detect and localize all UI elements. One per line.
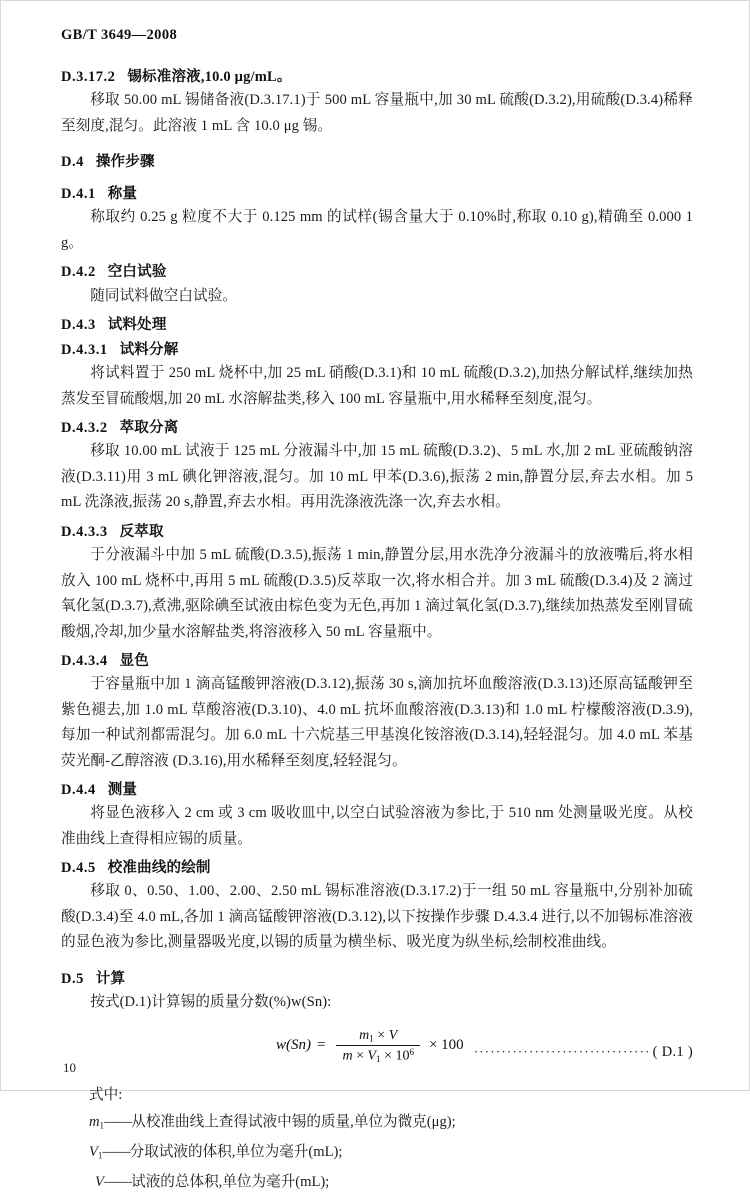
legend-item-v1 [89,1139,693,1169]
section-number: D.4.3.1 [61,342,108,358]
legend-dash: —— [104,1114,131,1130]
paragraph-d-4-3-2: 移取 10.00 mL 试液于 125 mL 分液漏斗中,加 15 mL 硫酸(D.3.2)、5 mL 水,加 2 mL 亚硫酸钠溶液(D.3.11)用 3 mL 碘化钾溶液,混匀。加 10 mL 甲苯(D.3.6),振荡 2 min,静置分层,弃去水相。加 5 mL 洗涤液,振荡 20 s,静置,弃去水相。再用洗涤液洗涤一次,弃去水相。 [61,439,693,516]
formula-numerator [353,1028,403,1045]
legend-symbol: m [89,1114,100,1130]
legend-dash: —— [102,1144,129,1160]
section-title: 计算 [96,971,125,987]
section-title: 显色 [120,653,149,669]
formula-equation-tag [474,1044,693,1061]
paragraph-d-5: 按式(D.1)计算锡的质量分数(%)w(Sn): [61,990,693,1016]
legend-item-m1 [89,1109,693,1139]
formula-num-m: m [359,1028,369,1043]
legend-text: 从校准曲线上查得试液中锡的质量,单位为微克(μg); [131,1114,455,1130]
formula-tail: × 100 [429,1037,464,1054]
legend-symbol: V [89,1144,98,1160]
section-heading-d-4-4 [61,781,693,799]
legend-text: 分取试液的体积,单位为毫升(mL); [130,1144,343,1160]
formula-num-times: × [377,1028,385,1043]
section-title: 测量 [108,782,137,798]
paragraph-d-4-4: 将显色液移入 2 cm 或 3 cm 吸收皿中,以空白试验溶液为参比,于 510 nm 处测量吸光度。从校准曲线上查得相应锡的质量。 [61,801,693,852]
section-heading-d-4-3-1 [61,341,693,359]
section-number: D.4.3.4 [61,653,108,669]
formula-num-subscript: 1 [369,1033,374,1043]
formula-legend-label: 式中: [89,1082,693,1109]
page-number: 10 [63,1060,76,1076]
formula-den-v: V [368,1048,377,1063]
formula-denominator [336,1045,420,1065]
section-heading-d-4-3-4 [61,652,693,670]
section-title: 称量 [108,186,137,202]
section-heading-d-4-2 [61,263,693,281]
formula-equals: = [317,1037,325,1054]
formula-den-times-2: × [384,1048,392,1063]
formula-fraction [336,1028,420,1065]
paragraph-d-4-5: 移取 0、0.50、1.00、2.00、2.50 mL 锡标准溶液(D.3.17.2)于一组 50 mL 容量瓶中,分别补加硫酸(D.3.4)至 4.0 mL,各加 1 滴高锰酸钾溶液(D.3.12),以下按操作步骤 D.4.3.4 进行,以不加锡标准溶液的显色液为参比,测量器吸光度,以锡的质量为横坐标、吸光度为纵坐标,绘制校准曲线。 [61,879,693,956]
section-heading-d-4-5 [61,859,693,877]
section-title: 操作步骤 [96,154,155,170]
formula-legend [61,1082,693,1199]
formula-den-base: 10 [395,1048,409,1063]
section-number: D.4 [61,154,84,170]
section-number: D.4.3.3 [61,524,108,540]
paragraph-d-4-3-3: 于分液漏斗中加 5 mL 硫酸(D.3.5),振荡 1 min,静置分层,用水洗净分液漏斗的放液嘴后,将水相放入 100 mL 烧杯中,再用 5 mL 硫酸(D.3.5)反萃取一次,将水相合并。加 3 mL 硫酸(D.3.4)及 2 滴过氧化氢(D.3.7),煮沸,驱除碘至试液由棕色变为无色,再加 1 滴过氧化氢(D.3.7),继续加热蒸发至刚冒硫酸烟,冷却,加少量水溶解盐类,将溶液移入 50 mL 容量瓶中。 [61,543,693,645]
legend-symbol-subscript: 1 [100,1120,105,1130]
formula-den-times-1: × [356,1048,364,1063]
section-title: 校准曲线的绘制 [108,860,211,876]
formula-lhs: w(Sn) [276,1037,311,1054]
formula-block [61,1028,693,1074]
section-heading-d-4-3-3 [61,523,693,541]
formula-tag-label: ( D.1 ) [653,1044,693,1060]
section-heading-d-5 [61,970,693,988]
section-heading-d-4-3 [61,316,693,334]
section-title: 反萃取 [120,524,164,540]
section-number: D.4.4 [61,782,96,798]
section-number: D.5 [61,971,84,987]
paragraph-d-4-3-1: 将试料置于 250 mL 烧杯中,加 25 mL 硝酸(D.3.1)和 10 mL 硫酸(D.3.2),加热分解试样,继续加热蒸发至冒硫酸烟,加 20 mL 水溶解盐类,移入 100 mL 容量瓶中,用水稀释至刻度,混匀。 [61,361,693,412]
page-content [61,1,693,1199]
section-title: 试料处理 [108,317,167,333]
section-title: 空白试验 [108,264,167,280]
legend-item-v [89,1169,693,1199]
formula-den-subscript: 1 [376,1053,381,1063]
section-title: 萃取分离 [120,420,179,436]
document-header-standard-id: GB/T 3649—2008 [61,27,693,44]
section-number: D.4.3.2 [61,420,108,436]
formula-den-m: m [342,1048,352,1063]
formula-leader-dots: ································ [474,1044,651,1059]
paragraph-d-4-2: 随同试料做空白试验。 [61,284,693,310]
section-title: 锡标准溶液,10.0 μg/mL。 [127,69,291,85]
paragraph-d-4-3-4: 于容量瓶中加 1 滴高锰酸钾溶液(D.3.12),振荡 30 s,滴加抗坏血酸溶液(D.3.13)还原高锰酸钾至紫色褪去,加 1.0 mL 草酸溶液(D.3.10)、4.0 mL 抗坏血酸溶液(D.3.13)和 1.0 mL 柠檬酸溶液(D.3.9),每加一种试剂都需混匀。加 6.0 mL 十六烷基三甲基溴化铵溶液(D.3.14),轻轻混匀。加 4.0 mL 苯基荧光酮-乙醇溶液 (D.3.16),用水稀释至刻度,轻轻混匀。 [61,672,693,774]
section-number: D.4.3 [61,317,96,333]
paragraph-d-4-1: 称取约 0.25 g 粒度不大于 0.125 mm 的试样(锡含量大于 0.10%时,称取 0.10 g),精确至 0.000 1 g。 [61,205,693,256]
legend-symbol: V [95,1174,104,1190]
section-number: D.4.5 [61,860,96,876]
legend-text: 试液的总体积,单位为毫升(mL); [131,1174,329,1190]
section-heading-d-3-17-2 [61,68,693,86]
section-heading-d-4-3-2 [61,419,693,437]
section-heading-d-4 [61,153,693,171]
section-number: D.3.17.2 [61,69,115,85]
legend-dash: —— [104,1174,131,1190]
section-title: 试料分解 [120,342,179,358]
legend-symbol-subscript: 1 [98,1150,103,1160]
section-number: D.4.2 [61,264,96,280]
section-heading-d-4-1 [61,185,693,203]
formula-num-v: V [389,1028,398,1043]
paragraph-d-3-17-2: 移取 50.00 mL 锡储备液(D.3.17.1)于 500 mL 容量瓶中,加 30 mL 硫酸(D.3.2),用硫酸(D.3.4)稀释至刻度,混匀。此溶液 1 mL 含 10.0 μg 锡。 [61,88,693,139]
section-number: D.4.1 [61,186,96,202]
formula-den-exponent: 6 [409,1047,414,1057]
formula-d-1 [276,1028,464,1065]
